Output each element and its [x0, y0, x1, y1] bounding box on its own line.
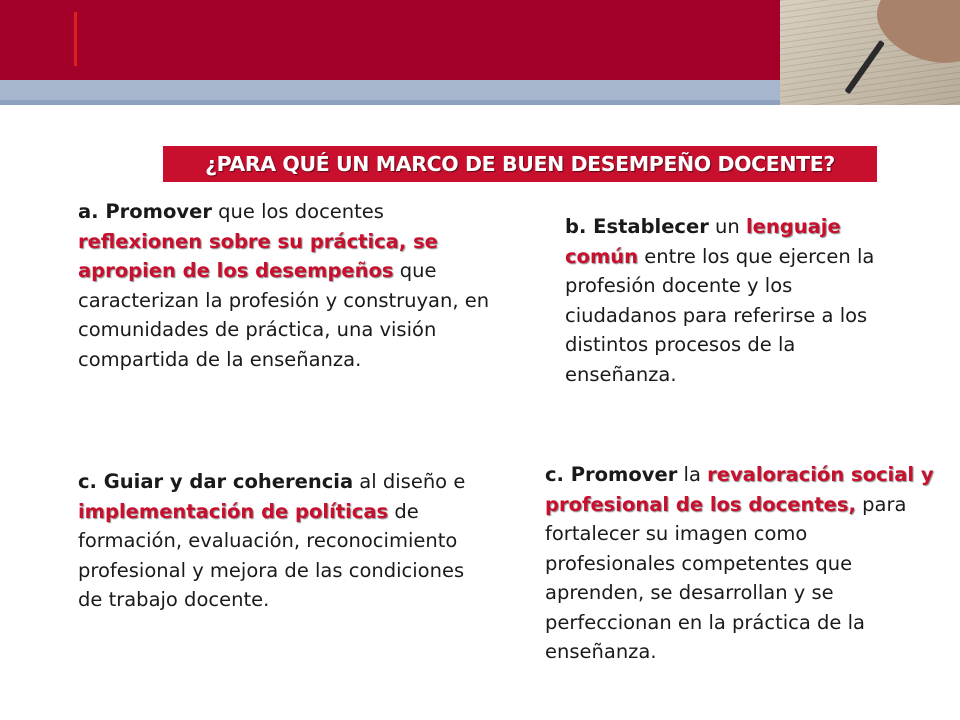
purpose-c-guide-paragraph [78, 467, 478, 615]
purpose-c-guide-text-2: de formación, evaluación, reconocimiento profesional y mejora de las condiciones de trabajo docente. [78, 499, 465, 611]
purpose-c-guide-highlight-1: implementación de políticas [78, 499, 389, 523]
purpose-a-text-2: , [398, 229, 414, 253]
purpose-a-lead: a. Promover [78, 200, 212, 223]
purpose-c-promote-text-2: para fortalecer su imagen como profesionales competentes que aprenden, se desarrollan y se perfeccionan en la práctica de la enseñanza. [545, 492, 907, 663]
purpose-a-text-1: que los docentes [211, 200, 384, 223]
purpose-a-paragraph [78, 197, 508, 374]
purpose-b-text-2: entre los que ejercen la profesión docente y los ciudadanos para referirse a los distintos procesos de la enseñanza. [565, 244, 875, 386]
purpose-c-promote-highlight-1: revaloración social y profesional de los docentes, [545, 463, 934, 516]
purpose-c-promote-lead: c. Promover [545, 463, 678, 486]
purpose-a-text-3: que caracterizan la profesión y construyan, en comunidades de práctica, una visión compartida de la enseñanza. [78, 259, 490, 371]
purpose-c-promote-text-1: la [677, 463, 708, 486]
purpose-b-lead: b. Establecer [565, 215, 709, 238]
slide-title: ¿PARA QUÉ UN MARCO DE BUEN DESEMPEÑO DOCENTE? [163, 146, 877, 182]
purpose-b-highlight-1: lenguaje común [565, 215, 841, 268]
purpose-a-highlight-1: reflexionen sobre su práctica [78, 229, 399, 253]
header-blue-strip-shadow [0, 100, 780, 105]
purpose-a-highlight-2: se apropien de los desempeños [78, 229, 438, 282]
purpose-b-text-1: un [708, 215, 746, 238]
purpose-c-promote-paragraph [545, 460, 940, 667]
purpose-c-guide-lead: c. Guiar y dar coherencia [78, 470, 354, 493]
purpose-b-paragraph [565, 212, 910, 389]
header-band [0, 0, 780, 80]
hand-writing-with-pen-image [780, 0, 960, 105]
header-blue-strip [0, 80, 780, 105]
purpose-c-guide-text-1: al diseño e [353, 470, 466, 493]
header-accent-line [74, 12, 77, 66]
